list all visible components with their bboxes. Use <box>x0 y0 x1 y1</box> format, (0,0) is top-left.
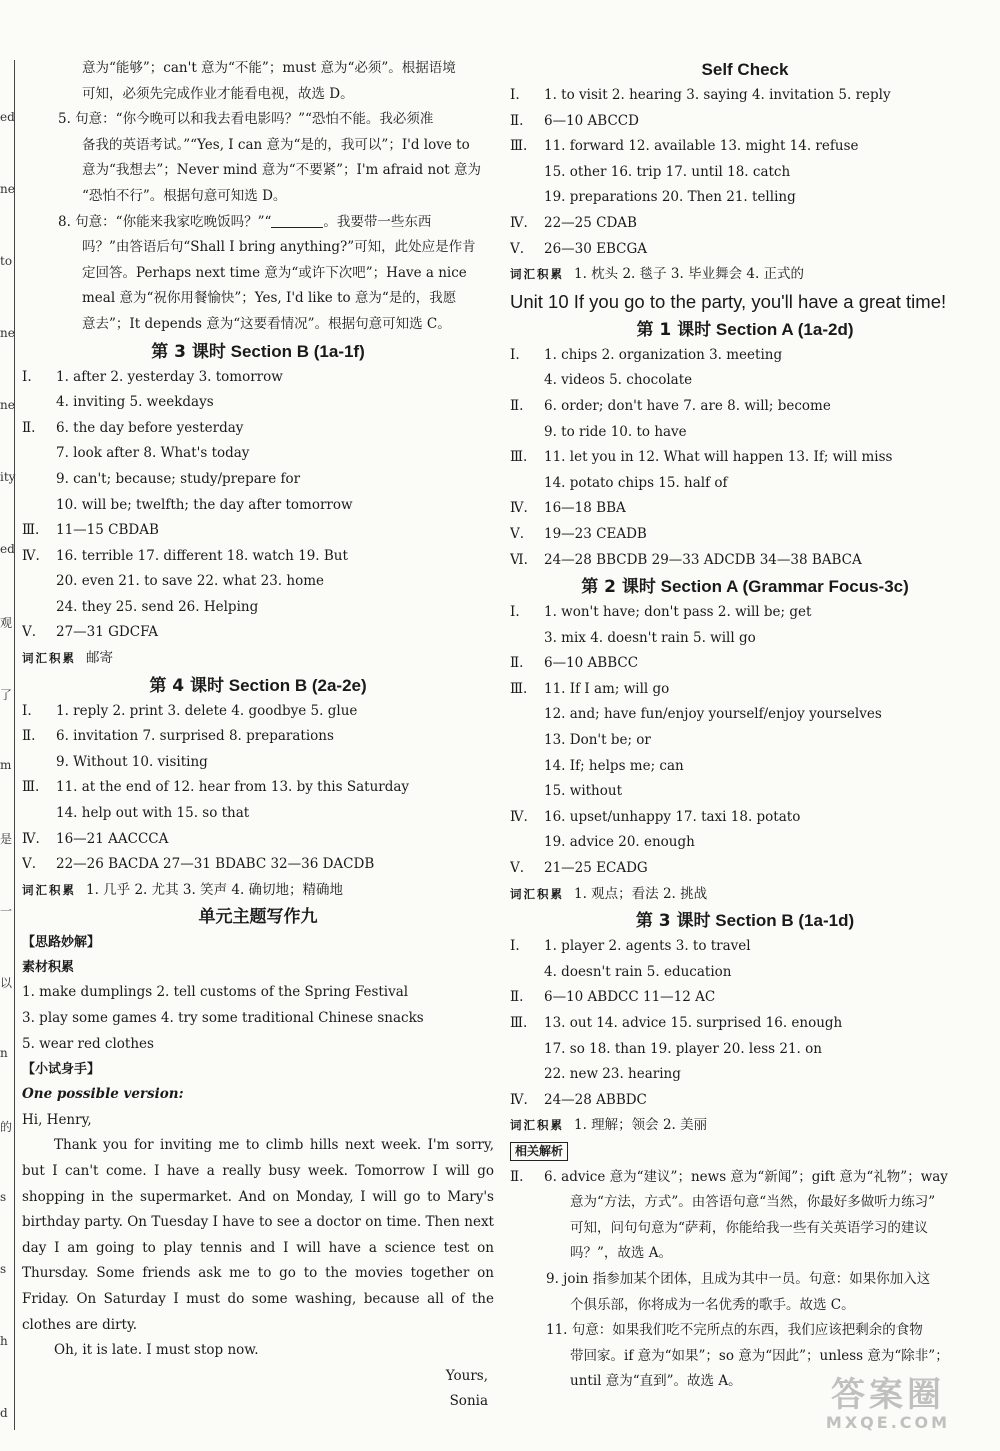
answer-row <box>510 522 980 548</box>
answer-text: 16—18 BBA <box>544 500 626 517</box>
answer-text: 9. Without 10. visiting <box>56 753 208 770</box>
edge-fragment: 了 <box>0 688 13 702</box>
answer-row <box>510 677 980 703</box>
answer-row <box>22 595 494 621</box>
explanation-line <box>22 210 494 236</box>
text-line: 5. wear red clothes <box>22 1035 154 1052</box>
answer-row <box>510 471 980 497</box>
answer-text: 9. can't; because; study/prepare for <box>56 470 301 487</box>
answer-text: 11. If I am; will go <box>544 680 670 697</box>
edge-fragment: 以 <box>0 976 13 990</box>
answer-row <box>510 1088 980 1114</box>
answer-row <box>22 390 494 416</box>
answer-text: 1. chips 2. organization 3. meeting <box>544 346 783 363</box>
answer-text: 11. let you in 12. What will happen 13. If; will miss <box>544 449 893 466</box>
roman-numeral: Ⅱ. <box>22 419 36 436</box>
answer-text: 10. will be; twelfth; the day after tomorrow <box>56 496 353 513</box>
answer-text: 22. new 23. hearing <box>544 1066 681 1083</box>
roman-numeral: Ⅲ. <box>22 522 40 539</box>
roman-numeral: Ⅳ. <box>510 214 528 231</box>
roman-numeral: Ⅱ. <box>510 397 524 414</box>
answer-text: 19—23 CEADB <box>544 525 647 542</box>
right-column <box>510 56 980 1395</box>
vocab-row <box>510 262 980 288</box>
edge-fragment: d <box>0 1406 8 1420</box>
answer-row <box>22 493 494 519</box>
vocab-row <box>510 1113 980 1139</box>
roman-numeral: Ⅰ. <box>22 368 32 385</box>
watermark-text: 答案圈 <box>831 1375 945 1415</box>
vocab-label: 词汇积累 <box>510 886 564 901</box>
answer-row <box>510 651 980 677</box>
vocab-text: 1. 观点；看法 2. 挑战 <box>574 885 708 902</box>
answer-row <box>510 805 980 831</box>
answer-row <box>22 699 494 725</box>
edge-fragment: h <box>0 1334 8 1348</box>
explanation-line: 意为“我想去”；Never mind 意为“不要紧”；I'm afraid not 意为 <box>82 162 481 179</box>
text-line: clothes are dirty. <box>22 1316 138 1333</box>
roman-numeral: Ⅳ. <box>22 830 40 847</box>
roman-numeral: Ⅱ. <box>510 655 524 672</box>
answer-blank <box>271 213 323 228</box>
edge-fragment: ed <box>0 110 15 124</box>
answer-row <box>510 960 980 986</box>
vocab-label: 词汇积累 <box>510 267 564 282</box>
answer-text: 1. won't have; don't pass 2. will be; get <box>544 604 812 621</box>
answer-row <box>510 343 980 369</box>
analysis-header <box>510 1139 980 1165</box>
answer-text: 6—10 ABDCC 11—12 AC <box>544 989 716 1006</box>
subheading: 素材积累 <box>22 960 75 976</box>
answer-row <box>22 416 494 442</box>
explanation-text: 。我要带一些东西 <box>323 213 432 230</box>
edge-fragment: 的 <box>0 1120 13 1134</box>
answer-row <box>510 160 980 186</box>
essay-line: Thursday. Some friends ask me to go to the movies together on <box>22 1265 494 1282</box>
answer-text: 24—28 ABBDC <box>544 1091 647 1108</box>
edge-fragment: ed <box>0 542 15 556</box>
explanation-line: 意为“能够”；can't 意为“不能”；must 意为“必须”。根据语境 <box>82 60 456 76</box>
roman-numeral: Ⅰ. <box>510 938 520 955</box>
edge-fragment: 观 <box>0 616 13 630</box>
answer-row <box>510 1011 980 1037</box>
vocab-row <box>22 646 494 672</box>
essay-line: Oh, it is late. I must stop now. <box>54 1342 259 1359</box>
answer-text: 15. other 16. trip 17. until 18. catch <box>544 163 791 180</box>
roman-numeral: Ⅰ. <box>510 87 520 103</box>
answer-row <box>510 934 980 960</box>
letter-signoff: Sonia <box>449 1393 488 1410</box>
answer-row <box>510 109 980 135</box>
vocab-label: 词汇积累 <box>22 882 76 897</box>
answer-text: 6. invitation 7. surprised 8. preparations <box>56 728 334 745</box>
roman-numeral: Ⅲ. <box>510 1015 528 1031</box>
watermark-url: MXQE.COM <box>825 1413 951 1432</box>
roman-numeral: Ⅰ. <box>22 702 32 719</box>
answer-row <box>510 985 980 1011</box>
edge-fragment: 一 <box>0 904 13 918</box>
roman-numeral: Ⅱ. <box>510 112 524 129</box>
vocab-label: 词汇积累 <box>22 651 76 666</box>
essay-line: birthday party. On Tuesday I have to see a doctor on time. Then next <box>22 1214 494 1231</box>
explanation-line: 带回家。if 意为“如果”；so 意为“因此”；unless 意为“除非”； <box>570 1347 949 1364</box>
answer-text: 16. terrible 17. different 18. watch 19. But <box>56 547 348 564</box>
answer-row <box>22 467 494 493</box>
explanation-line: meal 意为“祝你用餐愉快”；Yes, I'd like to 意为“是的，我愿 <box>82 290 457 307</box>
edge-fragment: m <box>0 758 12 772</box>
roman-numeral: Ⅰ. <box>510 604 520 621</box>
edge-fragment: ne <box>0 326 15 340</box>
roman-numeral: Ⅴ. <box>510 525 525 542</box>
edge-fragment: 是 <box>0 832 13 846</box>
answer-row <box>22 775 494 801</box>
roman-numeral: Ⅴ. <box>22 624 37 641</box>
answer-text: 14. If; helps me; can <box>544 757 684 774</box>
answer-text: 22—25 CDAB <box>544 214 637 231</box>
answer-text: 14. help out with 15. so that <box>56 805 250 822</box>
subheading: 【思路妙解】 <box>22 935 101 951</box>
section-heading <box>22 338 494 365</box>
edge-fragment: ne <box>0 398 15 412</box>
essay-line: day I am going to play tennis and I will have a science test on <box>22 1239 494 1256</box>
section-title: Section A (1a-2d) <box>715 319 854 339</box>
essay-line: but I can't come. I have a really busy week. Tomorrow I will go <box>22 1162 494 1179</box>
answer-text: 11—15 CBDAB <box>56 522 159 539</box>
edge-fragment: s <box>0 1190 7 1204</box>
roman-numeral: Ⅱ. <box>22 728 36 745</box>
answer-row <box>510 237 980 263</box>
answer-text: 12. and; have fun/enjoy yourself/enjoy yourselves <box>544 706 882 723</box>
answer-row <box>510 728 980 754</box>
answer-text: 4. doesn't rain 5. education <box>544 963 732 980</box>
roman-numeral: Ⅴ. <box>22 856 37 873</box>
vocab-text: 邮寄 <box>86 650 113 667</box>
answer-text: 6. the day before yesterday <box>56 419 244 436</box>
answer-text: 16. upset/unhappy 17. taxi 18. potato <box>544 808 801 825</box>
answer-text: 15. without <box>544 783 623 800</box>
answer-row <box>22 750 494 776</box>
answer-text: 6—10 ABCCD <box>544 112 639 129</box>
answer-row <box>510 445 980 471</box>
explanation-text: 8. 句意：“你能来我家吃晚饭吗？”“ <box>58 213 272 230</box>
lesson-number: 第 4 课时 <box>149 675 224 696</box>
answer-text: 11. at the end of 12. hear from 13. by this Saturday <box>56 779 410 796</box>
answer-row <box>510 134 980 160</box>
answer-text: 26—30 EBCGA <box>544 240 648 257</box>
roman-numeral: Ⅴ. <box>510 240 525 257</box>
watermark <box>798 1376 978 1436</box>
edge-fragment: to <box>0 254 13 268</box>
answer-row <box>510 368 980 394</box>
answer-text: 6. advice 意为“建议”；news 意为“新闻”；gift 意为“礼物”；way <box>544 1168 948 1185</box>
explanation-line: until 意为“直到”。故选 A。 <box>570 1373 742 1390</box>
essay-line: shopping in the supermarket. And on Monday, I will go to Mary's <box>22 1188 494 1205</box>
answer-text: 19. preparations 20. Then 21. telling <box>544 189 796 206</box>
answer-text: 3. mix 4. doesn't rain 5. will go <box>544 629 756 646</box>
answer-row <box>510 1062 980 1088</box>
explanation-line: 可知，必须先完成作业才能看电视，故选 D。 <box>82 85 354 102</box>
edge-fragment: ne <box>0 182 15 196</box>
answer-text: 24—28 BBCDB 29—33 ADCDB 34—38 BABCA <box>544 551 862 568</box>
answer-text: 11. forward 12. available 13. might 14. refuse <box>544 138 859 155</box>
section-heading: 单元主题写作九 <box>198 907 318 927</box>
answer-text: 24. they 25. send 26. Helping <box>56 598 259 615</box>
answer-text: 7. look after 8. What's today <box>56 445 250 462</box>
answer-row <box>510 626 980 652</box>
answer-row <box>22 544 494 570</box>
answer-row <box>510 83 980 109</box>
roman-numeral: Ⅲ. <box>22 779 40 796</box>
answer-text: 27—31 GDCFA <box>56 624 159 641</box>
letter-signoff: Yours, <box>445 1367 488 1384</box>
roman-numeral: Ⅲ. <box>510 138 528 155</box>
explanation-line: 11. 句意：如果我们吃不完所点的东西，我们应该把剩余的食物 <box>546 1322 923 1339</box>
roman-numeral: Ⅳ. <box>510 500 528 517</box>
answer-row <box>22 827 494 853</box>
vocab-text: 1. 枕头 2. 毯子 3. 毕业舞会 4. 正式的 <box>574 266 805 283</box>
answer-text: 1. player 2. agents 3. to travel <box>544 938 751 955</box>
answer-text: 17. so 18. than 19. player 20. less 21. on <box>544 1040 822 1057</box>
answer-row <box>510 856 980 882</box>
answer-row <box>22 724 494 750</box>
explanation-line: 定回答。Perhaps next time 意为“或许下次吧”；Have a nice <box>82 264 467 281</box>
section-title: Section B (1a-1d) <box>715 911 855 931</box>
sample-label: One possible version: <box>22 1086 184 1103</box>
section-heading <box>510 573 980 600</box>
answer-row <box>22 801 494 827</box>
answer-row <box>510 496 980 522</box>
roman-numeral: Ⅱ. <box>510 1168 524 1185</box>
answer-text: 6. order; don't have 7. are 8. will; become <box>544 397 831 414</box>
subheading: 【小试身手】 <box>22 1062 101 1078</box>
roman-numeral: Ⅲ. <box>510 449 528 466</box>
lesson-number: 第 3 课时 <box>635 911 711 932</box>
answer-row <box>22 365 494 391</box>
answer-row <box>510 754 980 780</box>
answer-text: 19. advice 20. enough <box>544 834 695 851</box>
analysis-box-label: 相关解析 <box>510 1142 568 1161</box>
answer-row <box>510 394 980 420</box>
answer-row <box>510 830 980 856</box>
answer-text: 13. out 14. advice 15. surprised 16. enough <box>544 1015 843 1031</box>
answer-text: 21—25 ECADG <box>544 860 648 877</box>
section-heading <box>22 672 494 699</box>
section-title: Section A (Grammar Focus-3c) <box>660 577 909 597</box>
answer-row <box>22 441 494 467</box>
answer-row <box>510 211 980 237</box>
answer-row <box>510 185 980 211</box>
text-line: 1. make dumplings 2. tell customs of the Spring Festival <box>22 984 409 1001</box>
lesson-number: 第 3 课时 <box>151 341 226 362</box>
edge-fragment: n <box>0 1046 8 1060</box>
section-heading: Self Check <box>701 60 789 79</box>
roman-numeral: Ⅲ. <box>510 680 528 697</box>
text-line: Hi, Henry, <box>22 1111 92 1128</box>
roman-numeral: Ⅳ. <box>22 547 40 564</box>
essay-line: Friday. On Saturday I must do some washing, because all of the <box>22 1290 494 1307</box>
answer-text: 9. to ride 10. to have <box>544 423 687 440</box>
answer-text: 4. videos 5. chocolate <box>544 372 693 389</box>
text-line: 3. play some games 4. try some traditional Chinese snacks <box>22 1010 424 1026</box>
answer-text: 1. reply 2. print 3. delete 4. goodbye 5. glue <box>56 702 358 719</box>
essay-line: Thank you for inviting me to climb hills next week. I'm sorry, <box>54 1137 494 1154</box>
answer-row <box>22 852 494 878</box>
explanation-line: 意为“方法，方式”。由答语句意“当然，你最好多做听力练习” <box>570 1194 936 1211</box>
answer-row <box>510 420 980 446</box>
vocab-text: 1. 几乎 2. 尤其 3. 笑声 4. 确切地；精确地 <box>86 881 344 898</box>
answer-text: 14. potato chips 15. half of <box>544 474 728 491</box>
explanation-line: 个俱乐部，你将成为一名优秀的歌手。故选 C。 <box>570 1296 855 1313</box>
answer-text: 4. inviting 5. weekdays <box>56 394 214 411</box>
answer-row <box>510 702 980 728</box>
roman-numeral: Ⅳ. <box>510 1091 528 1108</box>
answer-row <box>22 569 494 595</box>
vocab-text: 1. 理解；领会 2. 美丽 <box>574 1117 708 1134</box>
roman-numeral: Ⅳ. <box>510 808 528 825</box>
edge-fragment: s <box>0 1262 7 1276</box>
roman-numeral: Ⅱ. <box>510 989 524 1006</box>
answer-row <box>22 620 494 646</box>
lesson-number: 第 1 课时 <box>636 319 712 340</box>
edge-fragment: ity <box>0 470 16 484</box>
answer-text: 1. to visit 2. hearing 3. saying 4. invitation 5. reply <box>544 87 891 103</box>
unit-title: Unit 10 If you go to the party, you'll have a great time! <box>510 290 947 312</box>
vocab-row <box>510 882 980 908</box>
binding-edge <box>0 60 15 1430</box>
answer-row <box>510 779 980 805</box>
left-column <box>22 56 494 1415</box>
answer-row <box>510 1037 980 1063</box>
answer-text: 6—10 ABBCC <box>544 655 639 672</box>
answer-row <box>510 600 980 626</box>
answer-row <box>510 1165 980 1191</box>
answer-text: 22—26 BACDA 27—31 BDABC 32—36 DACDB <box>56 856 375 873</box>
explanation-line: 9. join 指参加某个团体，且成为其中一员。句意：如果你加入这 <box>546 1270 931 1287</box>
vocab-label: 词汇积累 <box>510 1118 564 1133</box>
explanation-line: 吗？”由答语后句“Shall I bring anything?”可知，此处应是作肯 <box>82 239 476 256</box>
section-heading <box>510 907 980 934</box>
answer-text: 13. Don't be; or <box>544 732 651 749</box>
section-heading <box>510 316 980 343</box>
lesson-number: 第 2 课时 <box>581 577 656 598</box>
explanation-line: 意去”；It depends 意为“这要看情况”。根据句意可知选 C。 <box>82 315 451 332</box>
explanation-line: “恐怕不行”。根据句意可知选 D。 <box>82 187 287 204</box>
answer-row <box>510 548 980 574</box>
explanation-line: 吗？”，故选 A。 <box>570 1245 672 1262</box>
answer-text: 16—21 AACCCA <box>56 830 169 847</box>
section-title: Section B (1a-1f) <box>230 341 365 361</box>
explanation-line: 可知，问句句意为“萨莉，你能给我一些有关英语学习的建议 <box>570 1219 928 1236</box>
vocab-row <box>22 878 494 904</box>
explanation-line: 5. 句意：“你今晚可以和我去看电影吗？”“恐怕不能。我必须准 <box>58 111 434 128</box>
roman-numeral: Ⅰ. <box>510 346 520 363</box>
answer-text: 20. even 21. to save 22. what 23. home <box>56 573 324 590</box>
roman-numeral: Ⅴ. <box>510 860 525 877</box>
answer-row <box>22 518 494 544</box>
section-title: Section B (2a-2e) <box>228 675 367 695</box>
roman-numeral: Ⅵ. <box>510 551 528 568</box>
answer-text: 1. after 2. yesterday 3. tomorrow <box>56 368 283 385</box>
explanation-line: 备我的英语考试。”“Yes, I can 意为“是的，我可以”；I'd love to <box>82 136 470 153</box>
